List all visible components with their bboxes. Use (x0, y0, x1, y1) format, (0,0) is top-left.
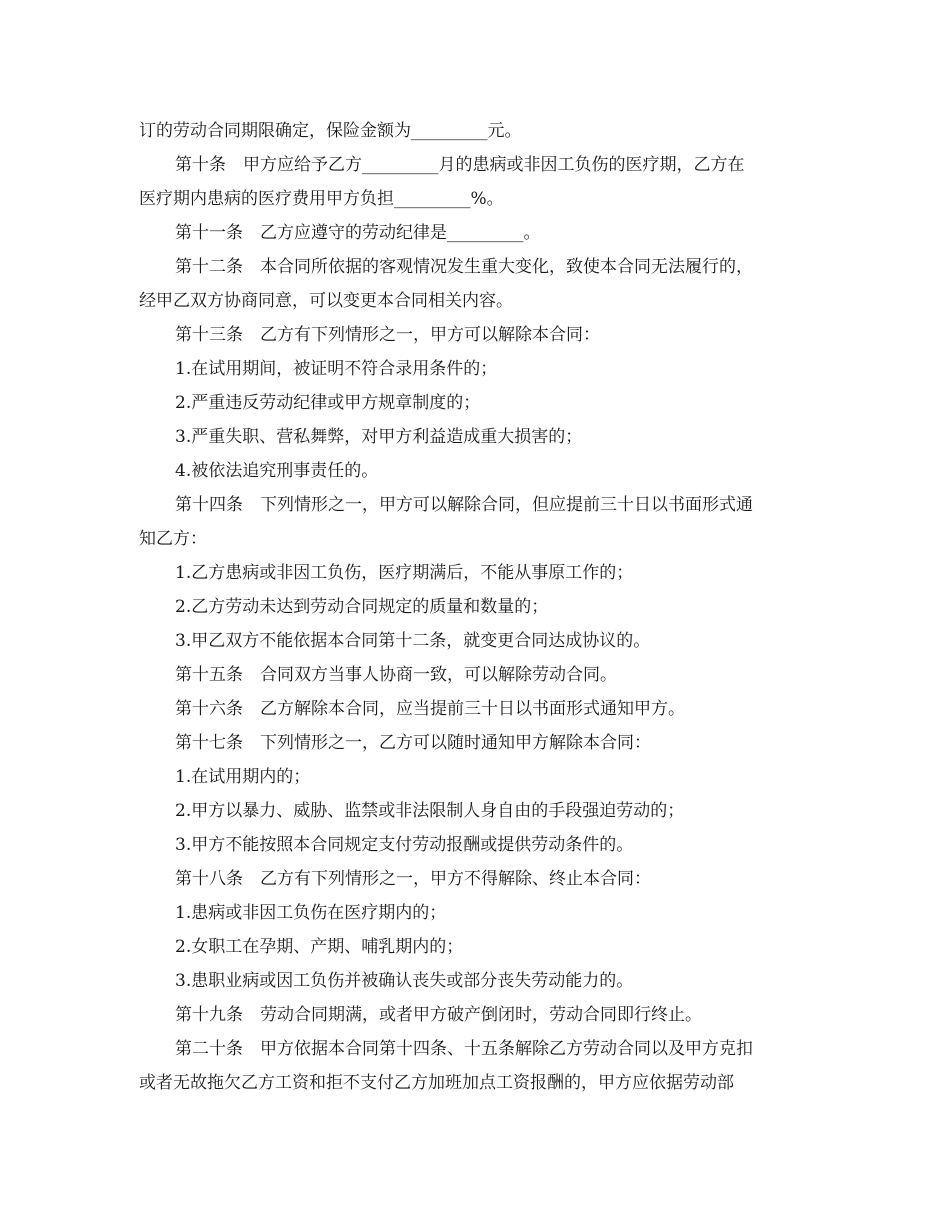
article-16-line: 第十六条 乙方解除本合同，应当提前三十日以书面形式通知甲方。 (175, 699, 685, 719)
article-13-line: 第十三条 乙方有下列情形之一，甲方可以解除本合同： (175, 325, 600, 345)
text-line: 订的劳动合同期限确定，保险金额为_________元。 (139, 121, 522, 141)
article-19-line: 第十九条 劳动合同期满，或者甲方破产倒闭时，劳动合同即行终止。 (175, 1005, 702, 1025)
article-12-line: 第十二条 本合同所依据的客观情况发生重大变化，致使本合同无法履行的， (175, 257, 753, 277)
document-body (139, 114, 815, 1100)
text-line: 知乙方： (139, 529, 207, 549)
list-item: 2.严重违反劳动纪律或甲方规章制度的； (175, 393, 481, 413)
article-15-line: 第十五条 合同双方当事人协商一致，可以解除劳动合同。 (175, 665, 617, 685)
article-18-line: 第十八条 乙方有下列情形之一，甲方不得解除、终止本合同： (175, 869, 651, 889)
text-line: 经甲乙双方协商同意，可以变更本合同相关内容。 (139, 291, 513, 311)
list-item: 2.乙方劳动未达到劳动合同规定的质量和数量的； (175, 597, 549, 617)
list-item: 2.女职工在孕期、产期、哺乳期内的； (175, 937, 464, 957)
list-item: 3.严重失职、营私舞弊，对甲方利益造成重大损害的； (175, 427, 583, 447)
text-line: 或者无故拖欠乙方工资和拒不支付乙方加班加点工资报酬的，甲方应依据劳动部 (139, 1073, 734, 1093)
list-item: 1.在试用期内的； (175, 767, 311, 787)
list-item: 3.甲方不能按照本合同规定支付劳动报酬或提供劳动条件的。 (175, 835, 634, 855)
list-item: 3.患职业病或因工负伤并被确认丧失或部分丧失劳动能力的。 (175, 971, 634, 991)
list-item: 1.患病或非因工负伤在医疗期内的； (175, 903, 447, 923)
list-item: 4.被依法追究刑事责任的。 (175, 461, 379, 481)
text-line: 医疗期内患病的医疗费用甲方负担_________%。 (139, 189, 504, 209)
article-11-line: 第十一条 乙方应遵守的劳动纪律是_________。 (175, 223, 541, 243)
list-item: 3.甲乙双方不能依据本合同第十二条，就变更合同达成协议的。 (175, 631, 651, 651)
article-20-line: 第二十条 甲方依据本合同第十四条、十五条解除乙方劳动合同以及甲方克扣 (175, 1039, 753, 1059)
list-item: 1.在试用期间，被证明不符合录用条件的； (175, 359, 498, 379)
article-10-line: 第十条 甲方应给予乙方_________月的患病或非因工负伤的医疗期，乙方在 (175, 155, 745, 175)
list-item: 1.乙方患病或非因工负伤，医疗期满后，不能从事原工作的； (175, 563, 634, 583)
article-14-line: 第十四条 下列情形之一，甲方可以解除合同，但应提前三十日以书面形式通 (175, 495, 753, 515)
article-17-line: 第十七条 下列情形之一，乙方可以随时通知甲方解除本合同： (175, 733, 651, 753)
list-item: 2.甲方以暴力、威胁、监禁或非法限制人身自由的手段强迫劳动的； (175, 801, 685, 821)
